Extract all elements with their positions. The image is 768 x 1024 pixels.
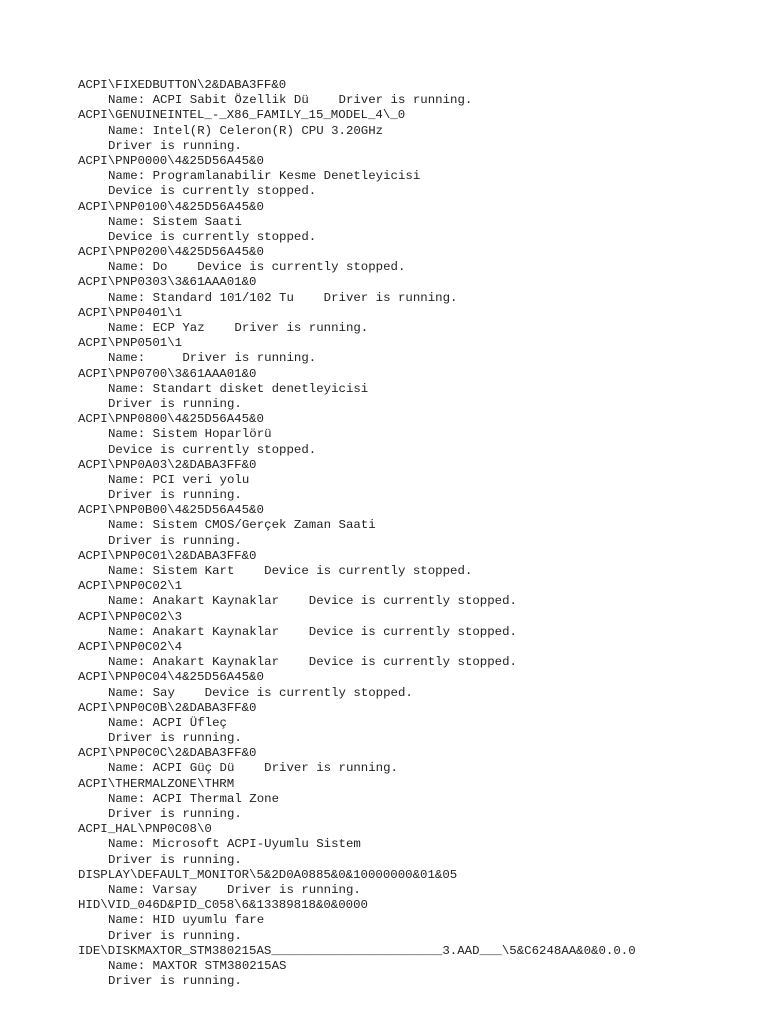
device-detail-line: Name: ACPI Güç Dü Driver is running. [108,761,398,776]
device-id-line: ACPI\PNP0C02\4 [78,639,183,654]
device-id-line: ACPI\PNP0700\3&61AAA01&0 [78,366,257,381]
device-detail-line: Name: Standart disket denetleyicisi [108,381,369,396]
device-detail-line: Name: HID uyumlu fare [108,913,265,928]
device-id-line: ACPI\PNP0000\4&25D56A45&0 [78,153,264,168]
device-detail-line: Name: Do Device is currently stopped. [108,260,406,275]
device-detail-line: Name: Microsoft ACPI-Uyumlu Sistem [108,837,361,852]
device-id-line: ACPI\PNP0800\4&25D56A45&0 [78,412,264,427]
device-id-line: DISPLAY\DEFAULT_MONITOR\5&2D0A0885&0&10000000&01&05 [78,867,458,882]
device-detail-line: Name: Anakart Kaynaklar Device is currently stopped. [108,624,517,639]
device-detail-line: Driver is running. [108,488,242,503]
device-id-line: ACPI\PNP0C02\3 [78,609,183,624]
device-id-line: ACPI\PNP0B00\4&25D56A45&0 [78,503,264,518]
device-detail-line: Name: ACPI Üfleç [108,715,227,730]
device-id-line: ACPI\PNP0C02\1 [78,579,183,594]
device-id-line: HID\VID_046D&PID_C058\6&13389818&0&0000 [78,898,368,913]
device-id-line: ACPI\PNP0401\1 [78,305,183,320]
device-id-line: ACPI\PNP0C01\2&DABA3FF&0 [78,548,257,563]
device-detail-line: Name: Standard 101/102 Tu Driver is running. [108,290,458,305]
device-detail-line: Name: MAXTOR STM380215AS [108,958,287,973]
device-detail-line: Name: Programlanabilir Kesme Denetleyicisi [108,169,421,184]
device-detail-line: Name: Intel(R) Celeron(R) CPU 3.20GHz [108,123,384,138]
device-detail-line: Driver is running. [108,807,242,821]
device-detail-line: Driver is running. [108,974,242,989]
device-id-line: ACPI\PNP0100\4&25D56A45&0 [78,199,264,214]
device-id-line: ACPI\PNP0C0B\2&DABA3FF&0 [78,700,257,715]
device-id-line: ACPI\PNP0C0C\2&DABA3FF&0 [78,746,257,761]
device-detail-line: Driver is running. [108,928,242,943]
device-id-line: ACPI\PNP0200\4&25D56A45&0 [78,245,264,260]
device-detail-line: Driver is running. [108,852,242,867]
device-detail-line: Device is currently stopped. [108,229,317,244]
device-list-document [78,78,758,989]
device-detail-line: Name: Sistem Hoparlörü [108,427,272,442]
device-id-line: IDE\DISKMAXTOR_STM380215AS_______________________3.AAD___\5&C6248AA&0&0.0.0 [78,943,636,958]
device-id-line: ACPI\THERMALZONE\THRM [78,776,235,791]
device-detail-line: Name: Anakart Kaynaklar Device is currently stopped. [108,655,517,670]
device-detail-line: Driver is running. [108,396,242,411]
device-id-line: ACPI\PNP0303\3&61AAA01&0 [78,275,257,290]
device-detail-line: Driver is running. [108,533,242,548]
device-detail-line: Name: Driver is running. [108,351,317,366]
device-detail-line: Name: PCI veri yolu [108,472,250,487]
device-id-line: ACPI\PNP0A03\2&DABA3FF&0 [78,457,257,472]
device-id-line: ACPI\GENUINEINTEL_-_X86_FAMILY_15_MODEL_4\_0 [78,108,406,123]
device-detail-line: Driver is running. [108,138,242,153]
device-detail-line: Device is currently stopped. [108,184,317,199]
device-detail-line: Name: Sistem Kart Device is currently stopped. [108,564,473,578]
device-detail-line: Device is currently stopped. [108,442,317,457]
device-detail-line: Name: ACPI Thermal Zone [108,791,280,806]
device-detail-line: Name: Say Device is currently stopped. [108,685,413,700]
device-id-line: ACPI\FIXEDBUTTON\2&DABA3FF&0 [78,78,287,92]
device-detail-line: Name: ECP Yaz Driver is running. [108,321,369,335]
device-id-line: ACPI\PNP0501\1 [78,336,183,351]
device-detail-line: Driver is running. [108,731,242,746]
device-id-line: ACPI\PNP0C04\4&25D56A45&0 [78,670,264,685]
device-detail-line: Name: Sistem CMOS/Gerçek Zaman Saati [108,518,376,533]
device-id-line: ACPI_HAL\PNP0C08\0 [78,822,212,837]
device-detail-line: Name: ACPI Sabit Özellik Dü Driver is running. [108,93,473,108]
device-detail-line: Name: Sistem Saati [108,214,242,229]
device-detail-line: Name: Varsay Driver is running. [108,882,361,897]
device-detail-line: Name: Anakart Kaynaklar Device is currently stopped. [108,594,517,609]
